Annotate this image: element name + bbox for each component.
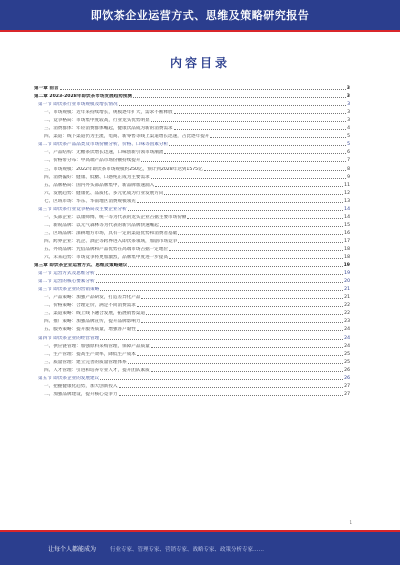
toc-entry-title: 第三节 即饮茶企业的营销策略 bbox=[38, 287, 100, 293]
toc-leader-dots bbox=[169, 250, 343, 251]
toc-leader-dots bbox=[151, 347, 343, 348]
header-divider bbox=[0, 30, 400, 32]
toc-entry-page: 6 bbox=[347, 150, 350, 156]
toc-entry[interactable] bbox=[34, 389, 350, 397]
toc-entry-page: 3 bbox=[346, 86, 350, 92]
toc-leader-dots bbox=[96, 274, 344, 275]
toc-entry-title: 六、未来趋势：市场竞争将更加激烈，品牌集中度进一步提高 bbox=[44, 255, 169, 261]
toc-entry-page: 14 bbox=[344, 214, 350, 220]
toc-entry[interactable] bbox=[34, 99, 350, 107]
toc-leader-dots bbox=[100, 339, 343, 340]
toc-entry[interactable] bbox=[34, 284, 350, 292]
toc-entry-title: 四、渠道：线下渠道仍为主流，电商、新零售等线上渠道增长迅速，占比逐年提升 bbox=[44, 134, 210, 140]
toc-entry-title: 二、竞争格局：市场集中度较高，行业龙头优势明显 bbox=[44, 118, 150, 124]
toc-entry[interactable] bbox=[34, 220, 350, 228]
toc-leader-dots bbox=[133, 97, 346, 98]
toc-entry-title: 三、渠道策略：线上线下融合发展，拓展销售渠道 bbox=[44, 311, 146, 317]
toc-entry-title: 一、产品结构：无糖茶饮增长迅速，口味创新引领市场潮流 bbox=[44, 150, 164, 156]
toc-entry-page: 22 bbox=[344, 303, 350, 309]
toc-leader-dots bbox=[164, 194, 343, 195]
toc-entry[interactable] bbox=[34, 244, 350, 252]
toc-entry[interactable] bbox=[34, 123, 350, 131]
toc-entry-title: 第二章 2023-2028年即饮茶市场发展趋势预测 bbox=[34, 94, 132, 100]
toc-entry-page: 3 bbox=[347, 102, 350, 108]
toc-entry[interactable] bbox=[34, 316, 350, 324]
toc-entry[interactable] bbox=[34, 91, 350, 99]
toc-leader-dots bbox=[119, 105, 347, 106]
toc-entry-title: 第二节 运营的核心要素分析 bbox=[38, 279, 95, 285]
report-title: 即饮茶企业运营方式、思维及策略研究报告 bbox=[90, 9, 310, 22]
report-header bbox=[0, 0, 400, 30]
toc-entry-page: 5 bbox=[347, 134, 350, 140]
toc-leader-dots bbox=[169, 145, 346, 146]
toc-entry-title: 三、市场规模：2022年即饮茶市场规模约250亿，预计到2028年达到1575亿 bbox=[44, 166, 203, 172]
toc-entry[interactable] bbox=[34, 252, 350, 260]
toc-entry-title: 第二节 即饮茶产品品类及市场份额分析，价格、口味等因素分析 bbox=[38, 142, 169, 148]
toc-entry-page: 17 bbox=[344, 238, 350, 244]
footer-tagline: 行业专家、管理专家、营销专家、战略专家、政策分析专家…… bbox=[110, 546, 265, 553]
toc-entry-page: 9 bbox=[347, 174, 350, 180]
toc-entry-title: 一、市场规模：近年来持续增长，规模逐年扩大，需求不断释放 bbox=[44, 110, 173, 116]
toc-entry-page: 26 bbox=[344, 375, 350, 381]
toc-entry-page: 24 bbox=[344, 335, 350, 341]
toc-entry[interactable] bbox=[34, 268, 350, 276]
toc-entry-page: 3 bbox=[347, 110, 350, 116]
toc-leader-dots bbox=[137, 330, 343, 331]
toc-entry[interactable] bbox=[34, 131, 350, 139]
toc-entry-page: 3 bbox=[347, 118, 350, 124]
toc-entry-title: 一、头部企业：以康师傅、统一等为代表的龙头企业占据主要市场份额 bbox=[44, 214, 187, 220]
toc-entry[interactable] bbox=[34, 300, 350, 308]
toc-entry-page: 4 bbox=[347, 126, 350, 132]
toc-entry-page: 15 bbox=[344, 222, 350, 228]
toc-leader-dots bbox=[137, 202, 343, 203]
toc-entry-title: 二、生产管理：提高生产效率，降低生产成本 bbox=[44, 351, 136, 357]
toc-entry-title: 第三章 即饮茶企业运营方式、思维及策略建议 bbox=[34, 263, 128, 269]
toc-leader-dots bbox=[178, 234, 343, 235]
toc-entry-page: 22 bbox=[344, 311, 350, 317]
toc-entry[interactable] bbox=[34, 107, 350, 115]
toc-entry-page: 21 bbox=[344, 287, 350, 293]
toc-entry[interactable] bbox=[34, 341, 350, 349]
toc-entry-page: 20 bbox=[344, 279, 350, 285]
toc-entry[interactable] bbox=[34, 373, 350, 381]
toc-entry-title: 二、价格带分布：中高端产品市场份额持续提升 bbox=[44, 158, 141, 164]
table-of-contents bbox=[34, 83, 350, 397]
toc-entry[interactable] bbox=[34, 83, 350, 91]
footer-slogan: 让每个人都能成为 bbox=[48, 546, 97, 553]
toc-entry-title: 三、消费群体：年轻消费群体崛起，健康饮品成为新的消费需求 bbox=[44, 126, 173, 132]
toc-entry-title: 第三节 即饮茶行业竞争格局及主要企业分析 bbox=[38, 206, 127, 212]
toc-entry[interactable] bbox=[34, 308, 350, 316]
toc-entry-title: 四、跨界企业：乳企、酒企等跨界进入即饮茶领域，加剧市场竞争 bbox=[44, 238, 178, 244]
toc-entry[interactable] bbox=[34, 139, 350, 147]
toc-leader-dots bbox=[160, 226, 343, 227]
toc-entry-page: 25 bbox=[344, 351, 350, 357]
toc-leader-dots bbox=[169, 258, 343, 259]
toc-entry-title: 五、服务策略：提升服务质量，增强客户黏性 bbox=[44, 327, 136, 333]
toc-leader-dots bbox=[100, 379, 343, 380]
toc-entry-title: 第一节 即饮茶行业市场规模及增长情况 bbox=[38, 102, 118, 108]
toc-entry-title: 五、品牌格局：国内外头部品牌集中，新品牌加速涌入 bbox=[44, 182, 155, 188]
toc-entry[interactable] bbox=[34, 381, 350, 389]
toc-leader-dots bbox=[128, 210, 343, 211]
toc-entry-title: 四、消费偏好：健康、低糖、口感纯正成为主要需求 bbox=[44, 174, 150, 180]
toc-entry-page: 27 bbox=[344, 383, 350, 389]
toc-entry-title: 第四节 即饮茶企业的经营管理 bbox=[38, 335, 100, 341]
toc-entry[interactable] bbox=[34, 228, 350, 236]
toc-leader-dots bbox=[141, 322, 343, 323]
toc-entry-title: 二、加强品牌建设，提升核心竞争力 bbox=[44, 391, 118, 397]
toc-entry-title: 第一章 前言 bbox=[34, 86, 59, 92]
toc-entry[interactable] bbox=[34, 196, 350, 204]
toc-entry-title: 第一节 运营方式及思维分析 bbox=[38, 271, 95, 277]
toc-entry[interactable] bbox=[34, 147, 350, 155]
toc-entry-page: 23 bbox=[344, 319, 350, 325]
toc-entry-page: 8 bbox=[347, 166, 350, 172]
toc-entry-title: 一、把握健康化趋势，加大创新投入 bbox=[44, 383, 118, 389]
toc-leader-dots bbox=[174, 113, 346, 114]
toc-leader-dots bbox=[151, 121, 346, 122]
toc-entry-page: 19 bbox=[343, 263, 350, 269]
toc-leader-dots bbox=[96, 282, 344, 283]
toc-entry[interactable] bbox=[34, 180, 350, 188]
toc-entry-page: 25 bbox=[344, 359, 350, 365]
toc-entry-page: 24 bbox=[344, 343, 350, 349]
toc-entry-title: 二、新锐品牌：以元气森林等为代表的新兴品牌快速崛起 bbox=[44, 222, 159, 228]
toc-entry-title: 三、区域品牌：深耕地方市场，具有一定的渠道优势和消费者基础 bbox=[44, 230, 178, 236]
toc-leader-dots bbox=[119, 387, 344, 388]
toc-entry-title: 六、发展趋势：健康化、品质化、多元化成为行业发展方向 bbox=[44, 190, 164, 196]
toc-entry[interactable] bbox=[34, 357, 350, 365]
toc-entry-page: 11 bbox=[344, 182, 350, 188]
toc-entry-page: 18 bbox=[344, 246, 350, 252]
toc-entry-page: 13 bbox=[344, 198, 350, 204]
toc-leader-dots bbox=[137, 355, 343, 356]
toc-leader-dots bbox=[174, 129, 346, 130]
toc-entry[interactable] bbox=[34, 365, 350, 373]
toc-entry[interactable] bbox=[34, 204, 350, 212]
toc-leader-dots bbox=[128, 266, 342, 267]
toc-entry-title: 第五节 即饮茶企业的发展建议 bbox=[38, 375, 100, 381]
toc-entry[interactable] bbox=[34, 324, 350, 332]
toc-entry-title: 二、价格策略：合理定价，满足不同消费需求 bbox=[44, 303, 136, 309]
toc-entry-page: 19 bbox=[344, 271, 350, 277]
toc-entry-title: 三、质量管理：建立完善的质量管理体系 bbox=[44, 359, 127, 365]
toc-entry-title: 四、人才管理：引进和培养专业人才，提升团队素质 bbox=[44, 367, 150, 373]
toc-entry-title: 七、区域市场：华东、华南地区消费规模领先 bbox=[44, 198, 136, 204]
toc-leader-dots bbox=[128, 363, 343, 364]
toc-leader-dots bbox=[204, 170, 346, 171]
toc-entry-page: 27 bbox=[344, 391, 350, 397]
toc-entry-page: 21 bbox=[344, 295, 350, 301]
toc-entry-title: 四、推广策略：加强品牌宣传，提升品牌影响力 bbox=[44, 319, 141, 325]
page-number: 1 bbox=[349, 520, 352, 525]
toc-heading: 内容目录 bbox=[169, 56, 230, 70]
toc-entry[interactable] bbox=[34, 115, 350, 123]
toc-entry-page: 16 bbox=[344, 230, 350, 236]
toc-entry[interactable] bbox=[34, 212, 350, 220]
toc-entry[interactable] bbox=[34, 155, 350, 163]
toc-entry-page: 26 bbox=[344, 367, 350, 373]
toc-leader-dots bbox=[210, 137, 346, 138]
toc-entry-page: 5 bbox=[347, 142, 350, 148]
toc-entry[interactable] bbox=[34, 349, 350, 357]
toc-leader-dots bbox=[60, 89, 346, 90]
toc-entry[interactable] bbox=[34, 276, 350, 284]
toc-leader-dots bbox=[137, 306, 343, 307]
toc-entry[interactable] bbox=[34, 163, 350, 171]
toc-entry[interactable] bbox=[34, 260, 350, 268]
toc-leader-dots bbox=[178, 242, 343, 243]
toc-entry-page: 14 bbox=[344, 206, 350, 212]
toc-entry[interactable] bbox=[34, 172, 350, 180]
toc-entry-page: 3 bbox=[346, 94, 350, 100]
toc-entry[interactable] bbox=[34, 332, 350, 340]
toc-leader-dots bbox=[146, 314, 343, 315]
toc-entry-page: 12 bbox=[344, 190, 350, 196]
toc-leader-dots bbox=[119, 395, 344, 396]
toc-leader-dots bbox=[141, 298, 343, 299]
report-footer bbox=[0, 532, 400, 565]
toc-entry[interactable] bbox=[34, 292, 350, 300]
toc-entry-title: 一、产品策略：加强产品研发，打造差异化产品 bbox=[44, 295, 141, 301]
toc-leader-dots bbox=[141, 161, 346, 162]
toc-entry-page: 18 bbox=[344, 255, 350, 261]
toc-entry[interactable] bbox=[34, 236, 350, 244]
toc-entry-page: 7 bbox=[347, 158, 350, 164]
toc-entry-title: 五、外资品牌：凭借品牌和产品优势在高端市场占据一定地位 bbox=[44, 246, 169, 252]
toc-leader-dots bbox=[155, 186, 343, 187]
toc-entry-page: 24 bbox=[344, 327, 350, 333]
toc-leader-dots bbox=[151, 178, 346, 179]
toc-leader-dots bbox=[151, 371, 343, 372]
toc-leader-dots bbox=[100, 290, 343, 291]
toc-entry[interactable] bbox=[34, 188, 350, 196]
toc-leader-dots bbox=[164, 153, 346, 154]
toc-leader-dots bbox=[187, 218, 343, 219]
toc-entry-title: 一、供应链管理：加强原料采购管理，保障产品质量 bbox=[44, 343, 150, 349]
